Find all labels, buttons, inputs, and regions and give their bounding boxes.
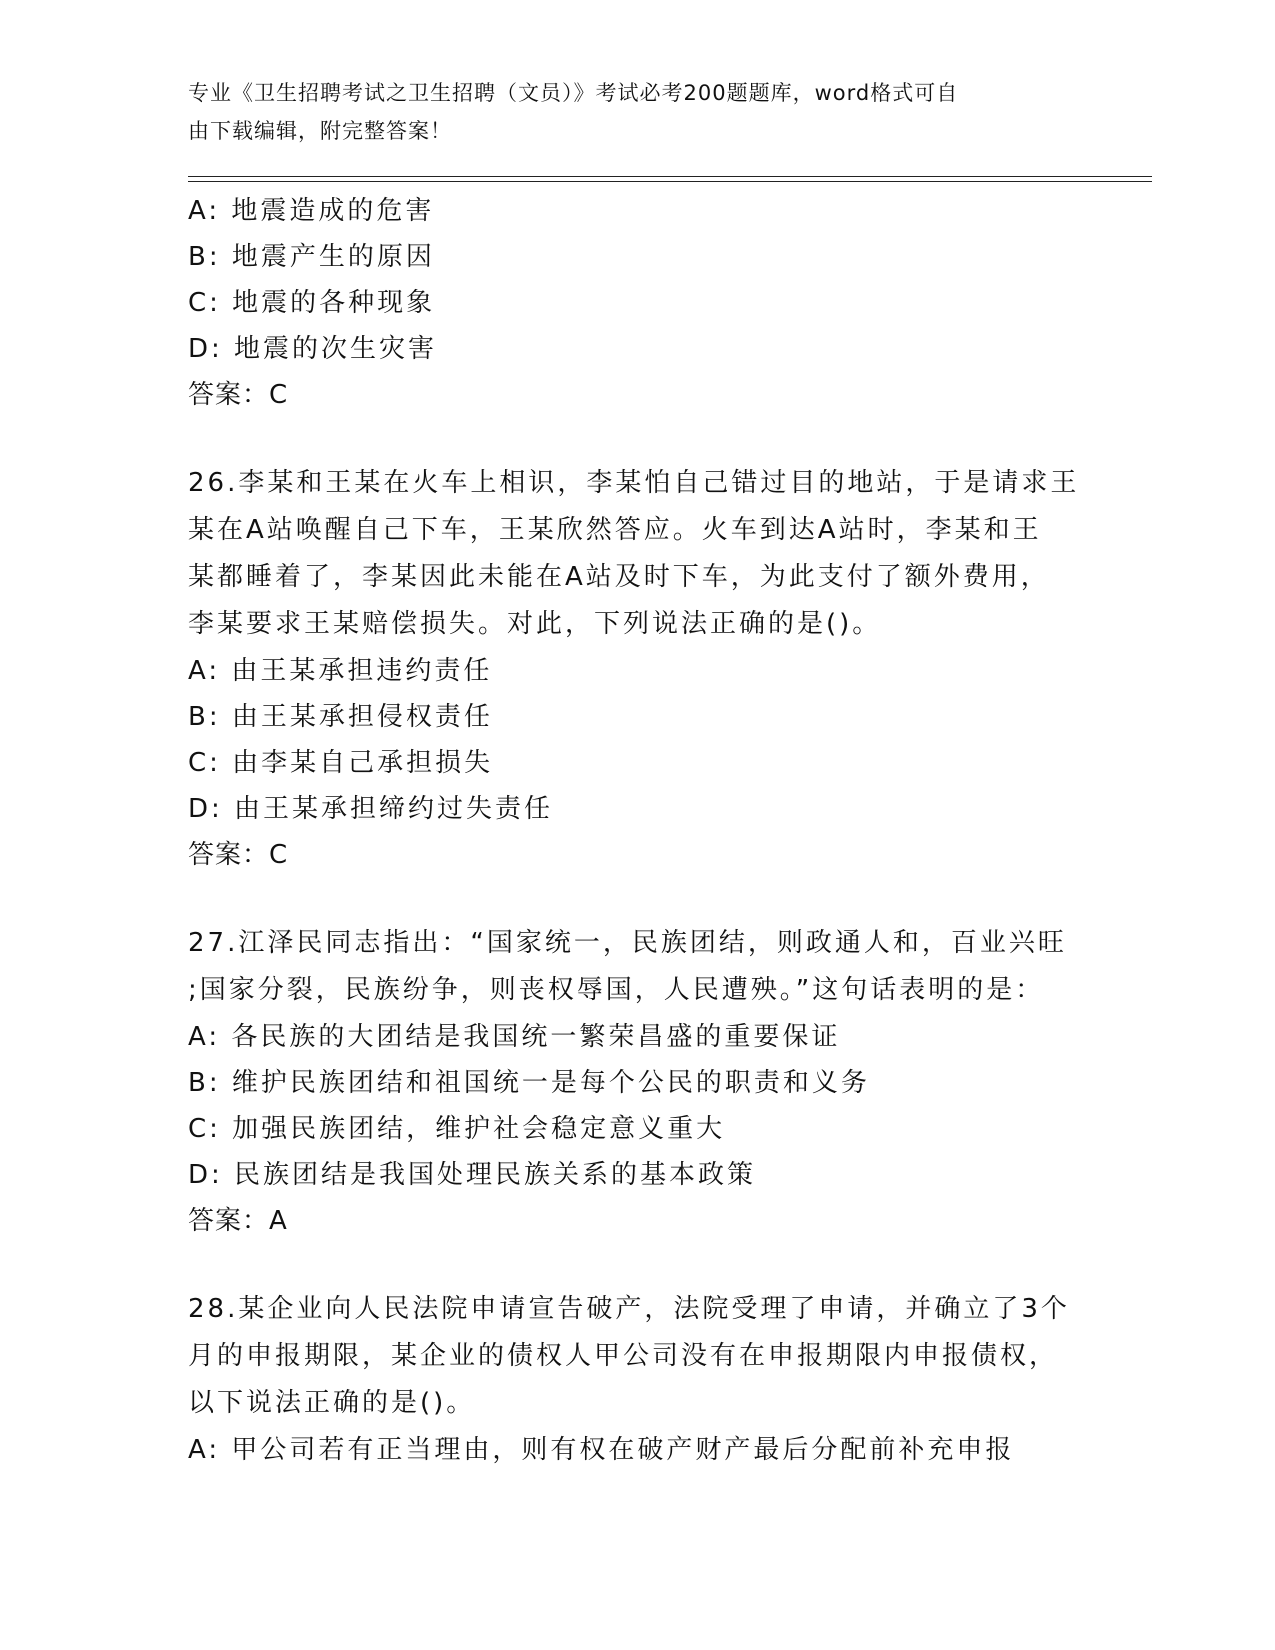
stem-line: 28.某企业向人民法院申请宣告破产，法院受理了申请，并确立了3个 [188, 1294, 1070, 1324]
question-stem [188, 920, 1088, 1014]
option-d: D: 由王某承担缔约过失责任 [188, 794, 554, 824]
question-stem [188, 460, 1088, 648]
stem-line: 某都睡着了，李某因此未能在A站及时下车，为此支付了额外费用， [188, 562, 1050, 592]
stem-line: 月的申报期限，某企业的债权人甲公司没有在申报期限内申报债权， [188, 1341, 1059, 1371]
stem-line: 李某要求王某赔偿损失。对此，下列说法正确的是()。 [188, 609, 882, 639]
option-c: C: 加强民族团结，维护社会稳定意义重大 [188, 1114, 726, 1144]
stem-line: 某在A站唤醒自己下车，王某欣然答应。火车到达A站时，李某和王 [188, 515, 1042, 545]
option-a: A: 甲公司若有正当理由，则有权在破产财产最后分配前补充申报 [188, 1435, 1015, 1465]
option-d: D: 民族团结是我国处理民族关系的基本政策 [188, 1160, 757, 1190]
stem-line: 27.江泽民同志指出：“国家统一，民族团结，则政通人和，百业兴旺 [188, 928, 1067, 958]
header-line-1: 专业《卫生招聘考试之卫生招聘（文员）》考试必考200题题库，word格式可自 [188, 81, 959, 105]
option-a: A: 各民族的大团结是我国统一繁荣昌盛的重要保证 [188, 1022, 841, 1052]
stem-line: 26.李某和王某在火车上相识，李某怕自己错过目的地站，于是请求王 [188, 468, 1080, 498]
question-28 [188, 1286, 1088, 1473]
header-line-2: 由下载编辑，附完整答案！ [188, 119, 452, 143]
answer: 答案：A [188, 1206, 288, 1236]
question-26 [188, 460, 1088, 878]
option-a: A: 地震造成的危害 [188, 196, 435, 226]
document-header [188, 74, 1068, 150]
option-b: B: 由王某承担侵权责任 [188, 702, 493, 732]
option-c: C: 地震的各种现象 [188, 288, 436, 318]
answer: 答案：C [188, 840, 289, 870]
option-a: A: 由王某承担违约责任 [188, 656, 493, 686]
option-c: C: 由李某自己承担损失 [188, 748, 494, 778]
option-d: D: 地震的次生灾害 [188, 334, 438, 364]
question-list [188, 188, 1088, 1473]
header-divider-bottom [188, 181, 1152, 182]
question-25 [188, 188, 1088, 418]
stem-line: 以下说法正确的是()。 [188, 1388, 476, 1418]
stem-line: ;国家分裂，民族纷争，则丧权辱国，人民遭殃。”这句话表明的是： [188, 975, 1045, 1005]
option-b: B: 地震产生的原因 [188, 242, 435, 272]
option-b: B: 维护民族团结和祖国统一是每个公民的职责和义务 [188, 1068, 870, 1098]
answer: 答案：C [188, 380, 289, 410]
question-27 [188, 920, 1088, 1244]
question-stem [188, 1286, 1088, 1427]
header-divider-top [188, 176, 1152, 177]
